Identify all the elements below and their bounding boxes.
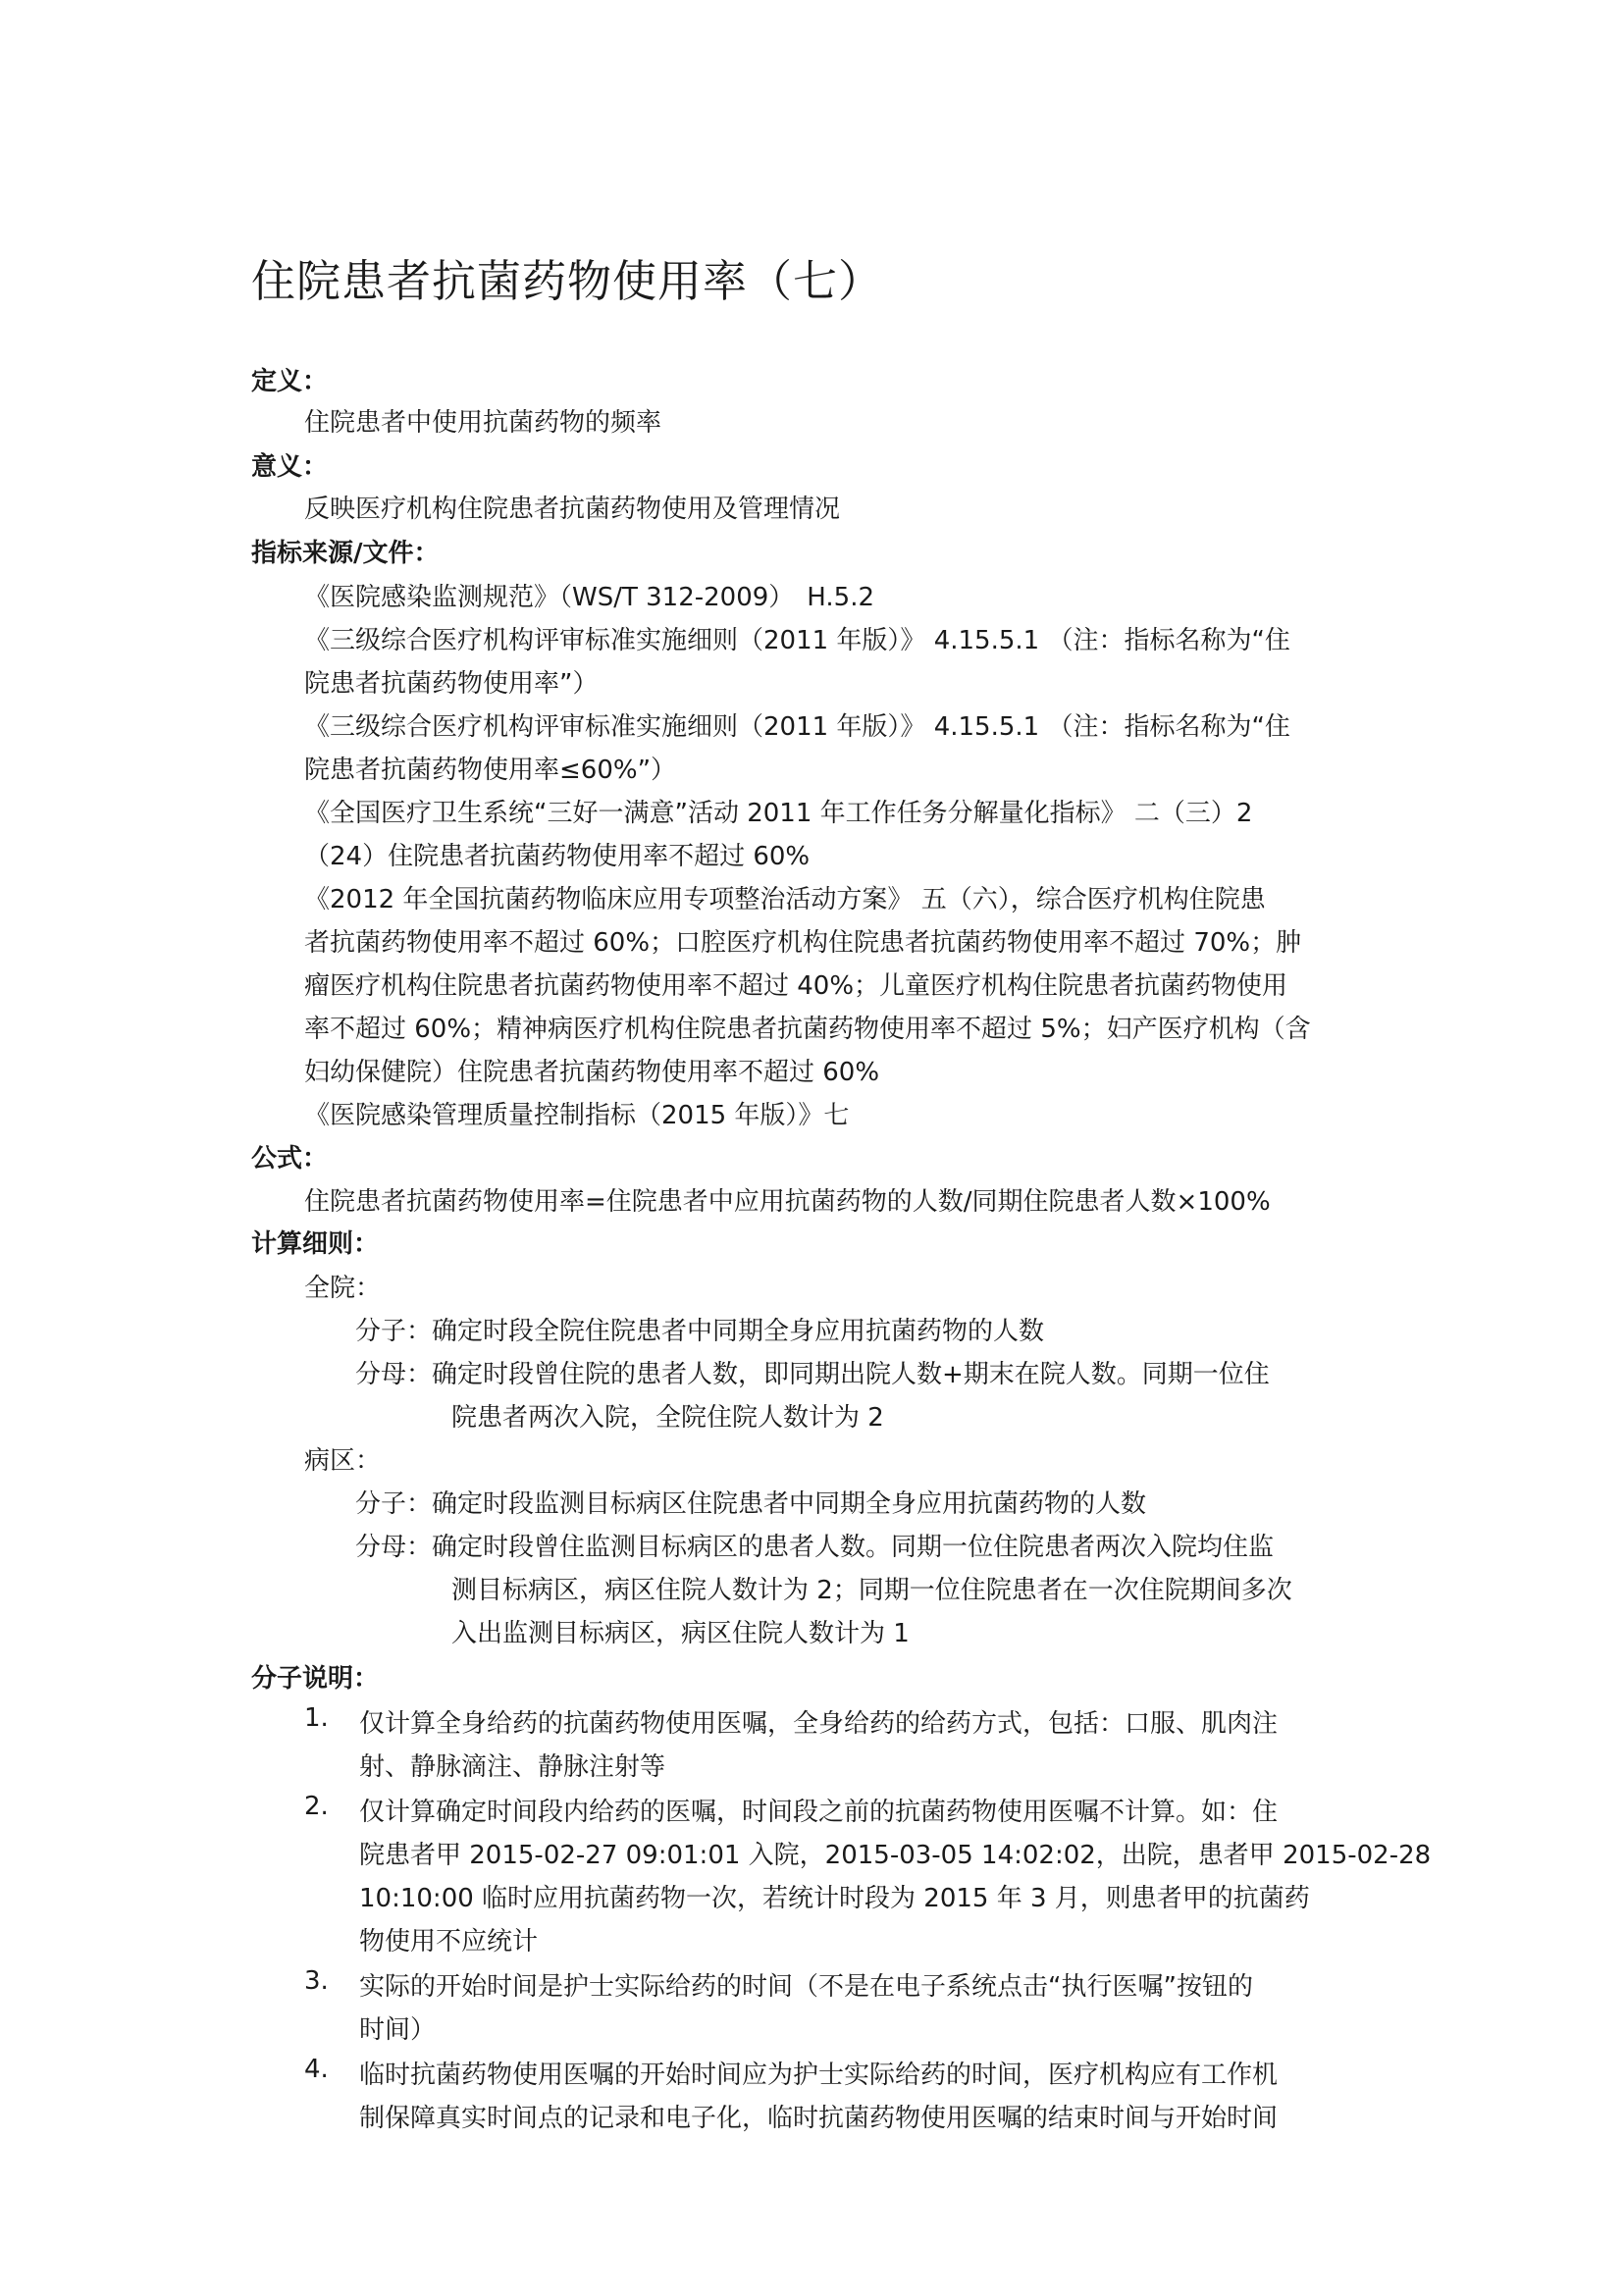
calc-ward-line: 分子：确定时段监测目标病区住院患者中同期全身应用抗菌药物的人数 (355, 1489, 1147, 1519)
source-line: 《全国医疗卫生系统“三好一满意”活动 2011 年工作任务分解量化指标》 二（三）2 (304, 799, 1253, 828)
sources-heading: 指标来源/文件： (251, 539, 440, 568)
source-line: 瘤医疗机构住院患者抗菌药物使用率不超过 40%；儿童医疗机构住院患者抗菌药物使用 (304, 971, 1288, 1001)
calc-whole-line: 院患者两次入院，全院住院人数计为 2 (451, 1403, 884, 1433)
calc-heading: 计算细则： (251, 1229, 380, 1259)
note-line: 院患者甲 2015-02-27 09:01:01 入院，2015-03-05 14:02:02，出院，患者甲 2015-02-28 (359, 1841, 1432, 1870)
source-line: 率不超过 60%；精神病医疗机构住院患者抗菌药物使用率不超过 5%；妇产医疗机构（含 (304, 1015, 1311, 1044)
source-line: 《2012 年全国抗菌药物临床应用专项整治活动方案》 五（六），综合医疗机构住院患 (304, 885, 1266, 914)
source-line: 《医院感染监测规范》（WS/T 312-2009） H.5.2 (304, 583, 875, 612)
source-line: 院患者抗菌药物使用率”） (304, 669, 599, 699)
source-line: 《三级综合医疗机构评审标准实施细则（2011 年版）》 4.15.5.1 （注：指标名称为“住 (304, 626, 1290, 655)
source-line: 者抗菌药物使用率不超过 60%；口腔医疗机构住院患者抗菌药物使用率不超过 70%；肿 (304, 928, 1302, 958)
note-line: 制保障真实时间点的记录和电子化，临时抗菌药物使用医嘱的结束时间与开始时间 (359, 2104, 1279, 2133)
note-line: 射、静脉滴注、静脉注射等 (359, 1752, 666, 1782)
note-line: 10:10:00 临时应用抗菌药物一次，若统计时段为 2015 年 3 月，则患者甲的抗菌药 (359, 1884, 1310, 1913)
note-number: 1. (304, 1703, 329, 1733)
note-number: 2. (304, 1792, 329, 1821)
note-line: 物使用不应统计 (359, 1927, 539, 1957)
calc-ward-label: 病区： (304, 1446, 382, 1476)
numerator-notes-heading: 分子说明： (251, 1664, 380, 1694)
definition-text: 住院患者中使用抗菌药物的频率 (304, 408, 662, 438)
calc-whole-line: 分母：确定时段曾住院的患者人数，即同期出院人数+期末在院人数。同期一位住 (355, 1360, 1270, 1389)
source-line: 《医院感染管理质量控制指标（2015 年版）》七 (304, 1101, 850, 1130)
calc-ward-line: 入出监测目标病区，病区住院人数计为 1 (451, 1619, 910, 1648)
note-number: 4. (304, 2055, 329, 2084)
formula-heading: 公式： (251, 1144, 329, 1174)
note-line: 仅计算确定时间段内给药的医嘱，时间段之前的抗菌药物使用医嘱不计算。如：住 (359, 1798, 1279, 1827)
source-line: （24）住院患者抗菌药物使用率不超过 60% (304, 842, 811, 871)
page-title: 住院患者抗菌药物使用率（七） (251, 255, 884, 307)
source-line: 妇幼保健院）住院患者抗菌药物使用率不超过 60% (304, 1058, 880, 1087)
note-number: 3. (304, 1966, 329, 1996)
significance-text: 反映医疗机构住院患者抗菌药物使用及管理情况 (304, 495, 841, 524)
note-line: 仅计算全身给药的抗菌药物使用医嘱，全身给药的给药方式，包括：口服、肌肉注 (359, 1709, 1279, 1739)
calc-ward-line: 分母：确定时段曾住监测目标病区的患者人数。同期一位住院患者两次入院均住监 (355, 1533, 1275, 1562)
formula-text: 住院患者抗菌药物使用率=住院患者中应用抗菌药物的人数/同期住院患者人数×100% (304, 1187, 1271, 1217)
definition-heading: 定义： (251, 367, 329, 396)
note-line: 临时抗菌药物使用医嘱的开始时间应为护士实际给药的时间，医疗机构应有工作机 (359, 2061, 1279, 2090)
source-line: 《三级综合医疗机构评审标准实施细则（2011 年版）》 4.15.5.1 （注：指标名称为“住 (304, 712, 1290, 742)
calc-whole-label: 全院： (304, 1274, 382, 1303)
source-line: 院患者抗菌药物使用率≤60%”） (304, 756, 677, 785)
note-line: 时间） (359, 2015, 437, 2045)
significance-heading: 意义： (251, 452, 329, 482)
note-line: 实际的开始时间是护士实际给药的时间（不是在电子系统点击“执行医嘱”按钮的 (359, 1972, 1253, 2002)
calc-whole-line: 分子：确定时段全院住院患者中同期全身应用抗菌药物的人数 (355, 1317, 1045, 1346)
calc-ward-line: 测目标病区，病区住院人数计为 2；同期一位住院患者在一次住院期间多次 (451, 1576, 1292, 1605)
